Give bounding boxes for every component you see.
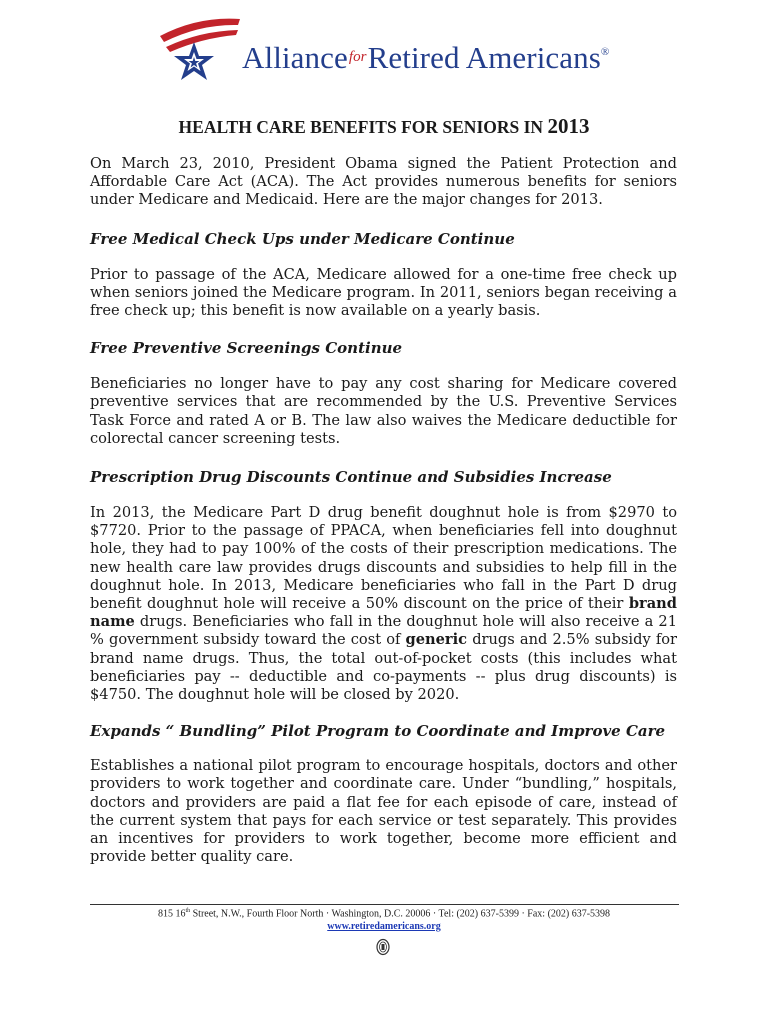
section-body-bundling: Establishes a national pilot program to encourage hospitals, doctors and other providers to work together and coordinate care. Under “bundling,” hospitals, doctors and providers are paid a flat fee for each episode of care, instead of the current system that pays for each service or test separately. This provides an incentives for providers to work together, become more efficient and provide better quality care. [90,757,677,866]
section-body-drugs [90,504,677,704]
address-post: Street, N.W., Fourth Floor North · Washington, D.C. 20006 · Tel: (202) 637-5399 · Fax: (202) 637-5398 [190,908,611,920]
section-heading-bundling: Expands “ Bundling” Pilot Program to Coordinate and Improve Care [90,722,666,741]
document-title [0,114,768,139]
drugs-bold-generic: generic [405,631,468,649]
address-sup: th [185,908,191,914]
drugs-text-3: drugs and 2.5% subsidy for brand name drugs. Thus, the total out-of-pocket costs (this includes what beneficiaries pay -- deductible and co-payments -- plus drug discounts) is $4750. The doughnut hole will be closed by 2020. [90,631,677,704]
footer-address [0,908,768,919]
org-name-for: for [348,49,367,65]
footer-divider [90,904,679,905]
section-heading-drugs: Prescription Drug Discounts Continue and Subsidies Increase [90,468,612,487]
drugs-bold-brand-name: brand name [90,595,677,631]
drugs-text-1: In 2013, the Medicare Part D drug benefit doughnut hole is from $2970 to $7720. Prior to the passage of PPACA, when beneficiaries fell into doughnut hole, they had to pay 100% of the costs of their prescription medications. The new health care law provides drugs discounts and subsidies to help fill in the doughnut hole. In 2013, Medicare beneficiaries who fall in the Part D drug benefit doughnut hole will receive a 50% discount on the price of their [90,504,677,613]
title-year: 2013 [547,114,590,138]
document-body [90,155,677,866]
drugs-text-2: drugs. Beneficiaries who fall in the doughnut hole will also receive a 21 % government subsidy toward the cost of [90,613,677,649]
intro-paragraph: On March 23, 2010, President Obama signed the Patient Protection and Affordable Care Act (ACA). The Act provides numerous benefits for seniors under Medicare and Medicaid. Here are the major changes for 2013. [90,155,677,209]
address-pre: 815 16 [157,908,186,920]
org-logo [158,16,610,90]
star-swoosh-logo-icon [158,16,242,90]
section-body-checkups: Prior to passage of the ACA, Medicare allowed for a one-time free check up when seniors joined the Medicare program. In 2011, seniors began receiving a free check up; this benefit is now available on a yearly basis. [90,265,677,320]
union-bug-icon [373,937,393,957]
footer-website-link[interactable]: www.retiredamericans.org [327,921,441,932]
org-name-retired-americans: Retired Americans [367,40,601,75]
section-body-screenings: Beneficiaries no longer have to pay any cost sharing for Medicare covered preventive services that are recommended by the U.S. Preventive Services Task Force and rated A or B. The law also waives the Medicare deductible for colorectal cancer screening tests. [90,375,677,447]
org-name-alliance: Alliance [242,40,348,75]
org-name [242,40,609,76]
title-text: HEALTH CARE BENEFITS FOR SENIORS IN [178,117,548,137]
section-heading-checkups: Free Medical Check Ups under Medicare Continue [90,229,515,248]
section-heading-screenings: Free Preventive Screenings Continue [90,339,403,358]
registered-mark: ® [600,46,610,58]
